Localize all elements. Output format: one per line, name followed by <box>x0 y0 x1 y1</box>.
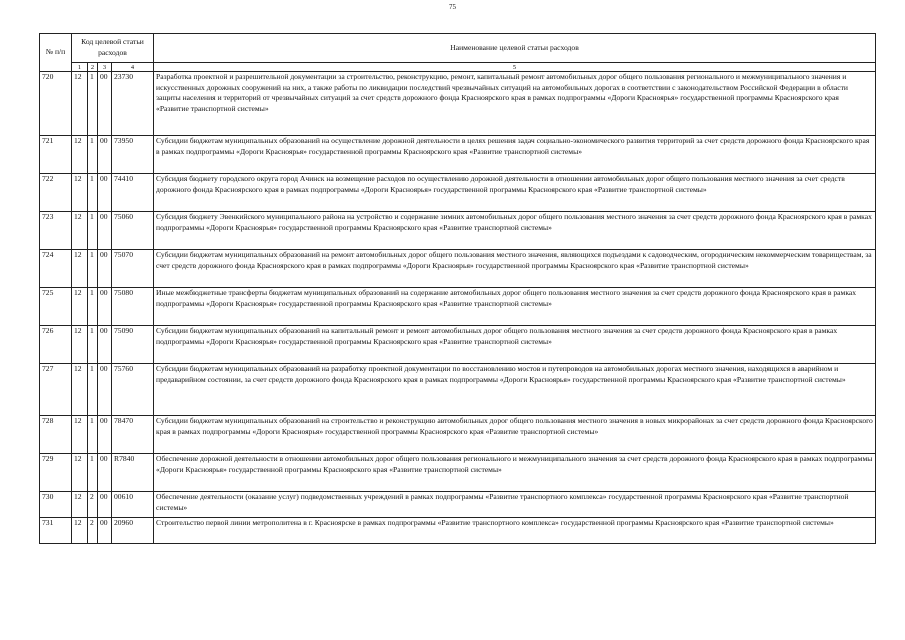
item-name: Иные межбюджетные трансферты бюджетам муниципальных образований на содержание автомобильных дорог общего пользования местного значения за счет средств дорожного фонда Красноярского края в рамках подпрограммы «Дороги Красноярья» государственной программы Красноярского края «Развитие транспортной системы» <box>154 288 876 326</box>
subheader-4: 4 <box>112 63 154 72</box>
item-name: Субсидия бюджету Эвенкийского муниципального района на устройство и содержание зимних автомобильных дорог общего пользования местного значения за счет средств дорожного фонда Красноярского края в рамках подпрограммы «Дороги Красноярья» государственной программы Красноярского края «Развитие транспортной системы» <box>154 212 876 250</box>
page-number: 75 <box>449 3 456 11</box>
row-number: 722 <box>40 174 72 212</box>
subheader-2: 2 <box>88 63 98 72</box>
code-part-2: 1 <box>88 174 98 212</box>
code-part-2: 2 <box>88 518 98 544</box>
subheader-3: 3 <box>98 63 112 72</box>
row-number: 720 <box>40 72 72 136</box>
code-part-1: 12 <box>72 250 88 288</box>
row-number: 729 <box>40 454 72 492</box>
item-name: Субсидии бюджетам муниципальных образований на ремонт автомобильных дорог общего пользования местного значения, являющихся подъездами к садоводческим, огородническим некоммерческим товариществам, за счет средств дорожного фонда Красноярского края в рамках подпрограммы «Дороги Красноярья» государственной программы Красноярского края «Развитие транспортной системы» <box>154 250 876 288</box>
code-part-2: 1 <box>88 288 98 326</box>
code-part-2: 1 <box>88 212 98 250</box>
table-row <box>40 492 876 518</box>
code-part-1: 12 <box>72 492 88 518</box>
code-part-4: R7840 <box>112 454 154 492</box>
row-number: 727 <box>40 364 72 416</box>
code-part-3: 00 <box>98 454 112 492</box>
code-part-4: 73950 <box>112 136 154 174</box>
table-row <box>40 212 876 250</box>
code-part-4: 20960 <box>112 518 154 544</box>
header-name: Наименование целевой статьи расходов <box>154 34 876 63</box>
table-row <box>40 136 876 174</box>
table-body <box>40 72 876 544</box>
code-part-3: 00 <box>98 518 112 544</box>
table-row <box>40 174 876 212</box>
code-part-2: 1 <box>88 416 98 454</box>
row-number: 721 <box>40 136 72 174</box>
row-number: 725 <box>40 288 72 326</box>
table-row <box>40 250 876 288</box>
table-row <box>40 416 876 454</box>
code-part-3: 00 <box>98 174 112 212</box>
code-part-4: 75060 <box>112 212 154 250</box>
code-part-3: 00 <box>98 416 112 454</box>
subheader-5: 5 <box>154 63 876 72</box>
code-part-3: 00 <box>98 136 112 174</box>
code-part-2: 1 <box>88 72 98 136</box>
code-part-3: 00 <box>98 492 112 518</box>
item-name: Субсидии бюджетам муниципальных образований на разработку проектной документации по восстановлению мостов и путепроводов на автомобильных дорогах местного значения, находящихся в аварийном и предаварийном состоянии, за счет средств дорожного фонда Красноярского края в рамках подпрограммы «Дороги Красноярья» государственной программы Красноярского края «Развитие транспортной системы» <box>154 364 876 416</box>
subheader-1: 1 <box>72 63 88 72</box>
code-part-2: 1 <box>88 326 98 364</box>
code-part-3: 00 <box>98 212 112 250</box>
table-row <box>40 454 876 492</box>
code-part-1: 12 <box>72 416 88 454</box>
code-part-2: 2 <box>88 492 98 518</box>
header-code: Код целевой статьи расходов <box>72 34 154 63</box>
item-name: Субсидии бюджетам муниципальных образований на капитальный ремонт и ремонт автомобильных дорог общего пользования местного значения за счет средств дорожного фонда Красноярского края в рамках подпрограммы «Дороги Красноярья» государственной программы Красноярского края «Развитие транспортной системы» <box>154 326 876 364</box>
item-name: Строительство первой линии метрополитена в г. Красноярске в рамках подпрограммы «Развитие транспортного комплекса» государственной программы Красноярского края «Развитие транспортной системы» <box>154 518 876 544</box>
code-part-2: 1 <box>88 250 98 288</box>
code-part-4: 23730 <box>112 72 154 136</box>
code-part-2: 1 <box>88 136 98 174</box>
code-part-2: 1 <box>88 364 98 416</box>
table-row <box>40 326 876 364</box>
table-row <box>40 288 876 326</box>
row-number: 731 <box>40 518 72 544</box>
item-name: Субсидии бюджетам муниципальных образований на строительство и реконструкцию автомобильных дорог общего пользования местного значения в новых микрорайонах за счет средств дорожного фонда Красноярского края в рамках подпрограммы «Дороги Красноярья» государственной программы Красноярского края «Развитие транспортной системы» <box>154 416 876 454</box>
code-part-1: 12 <box>72 454 88 492</box>
code-part-3: 00 <box>98 250 112 288</box>
code-part-4: 78470 <box>112 416 154 454</box>
target-items-table <box>39 33 876 544</box>
row-number: 730 <box>40 492 72 518</box>
code-part-4: 75760 <box>112 364 154 416</box>
item-name: Разработка проектной и разрешительной документации за строительство, реконструкцию, ремонт, капитальный ремонт автомобильных дорог общего пользования регионального и межмуниципального значения и искусственных дорожных сооружений на них, а также работы по ликвидации последствий чрезвычайных ситуаций на автомобильных дорогах в соответствии с законодательством Российской Федерации в области защиты населения и территорий от чрезвычайных ситуаций за счет средств дорожного фонда Красноярского края в рамках подпрограммы «Дороги Красноярья» государственной программы Красноярского края «Развитие транспортной системы» <box>154 72 876 136</box>
code-part-4: 75080 <box>112 288 154 326</box>
code-part-4: 00610 <box>112 492 154 518</box>
code-part-1: 12 <box>72 326 88 364</box>
table-row <box>40 72 876 136</box>
item-name: Обеспечение деятельности (оказание услуг) подведомственных учреждений в рамках подпрограммы «Развитие транспортного комплекса» государственной программы Красноярского края «Развитие транспортной системы» <box>154 492 876 518</box>
code-part-1: 12 <box>72 136 88 174</box>
code-part-3: 00 <box>98 364 112 416</box>
table-subheader-row <box>40 63 876 72</box>
code-part-3: 00 <box>98 288 112 326</box>
code-part-4: 74410 <box>112 174 154 212</box>
table-row <box>40 518 876 544</box>
code-part-3: 00 <box>98 72 112 136</box>
code-part-4: 75070 <box>112 250 154 288</box>
item-name: Обеспечение дорожной деятельности в отношении автомобильных дорог общего пользования регионального и межмуниципального значения за счет средств дорожного фонда Красноярского края в рамках подпрограммы «Дороги Красноярья» государственной программы Красноярского края «Развитие транспортной системы» <box>154 454 876 492</box>
code-part-1: 12 <box>72 72 88 136</box>
item-name: Субсидии бюджетам муниципальных образований на осуществление дорожной деятельности в целях решения задач социально-экономического развития территорий за счет средств дорожного фонда Красноярского края в рамках подпрограммы «Дороги Красноярья» государственной программы Красноярского края «Развитие транспортной системы» <box>154 136 876 174</box>
code-part-1: 12 <box>72 518 88 544</box>
code-part-3: 00 <box>98 326 112 364</box>
item-name: Субсидия бюджету городского округа город Ачинск на возмещение расходов по осуществлению дорожной деятельности в отношении автомобильных дорог общего пользования местного значения за счет средств дорожного фонда Красноярского края в рамках подпрограммы «Дороги Красноярья» государственной программы Красноярского края «Развитие транспортной системы» <box>154 174 876 212</box>
code-part-1: 12 <box>72 364 88 416</box>
table-row <box>40 364 876 416</box>
code-part-4: 75090 <box>112 326 154 364</box>
row-number: 726 <box>40 326 72 364</box>
code-part-2: 1 <box>88 454 98 492</box>
code-part-1: 12 <box>72 212 88 250</box>
code-part-1: 12 <box>72 174 88 212</box>
row-number: 728 <box>40 416 72 454</box>
header-number: № п/п <box>40 34 72 72</box>
table-header-row <box>40 34 876 63</box>
row-number: 723 <box>40 212 72 250</box>
row-number: 724 <box>40 250 72 288</box>
code-part-1: 12 <box>72 288 88 326</box>
